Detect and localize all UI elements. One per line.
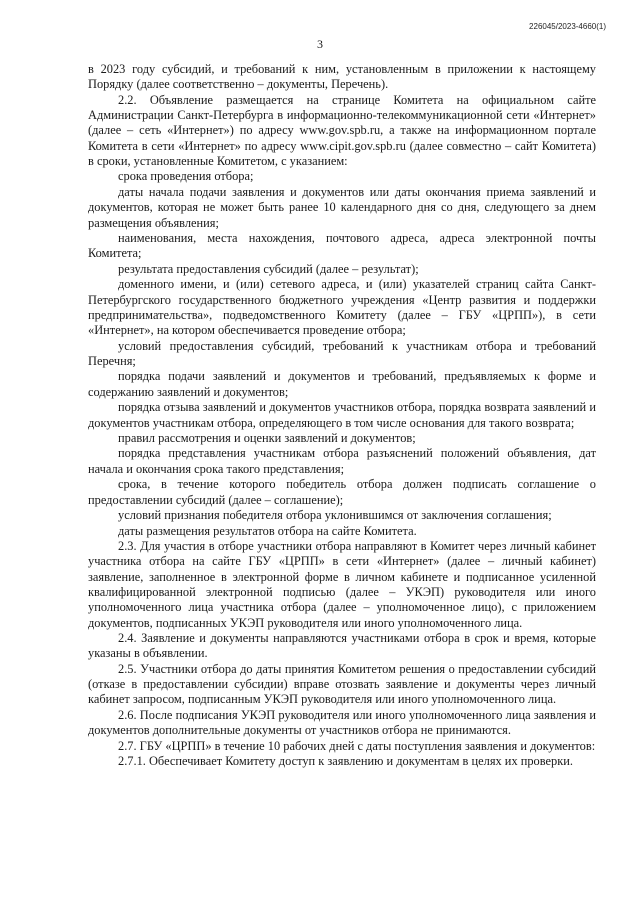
paragraph: 2.7.1. Обеспечивает Комитету доступ к заявлению и документам в целях их проверки.	[118, 754, 573, 769]
list-item: условий предоставления субсидий, требований к участникам отбора и требований Перечня;	[88, 338, 596, 368]
list-item: порядка представления участникам отбора разъяснений положений объявления, дат начала и окончания срока такого представления;	[88, 446, 596, 476]
document-body	[88, 62, 596, 770]
paragraph: 2.6. После подписания УКЭП руководителя или иного уполномоченного лица заявления и документов дополнительные документы от участников отбора не принимаются.	[88, 707, 596, 738]
paragraph: 2.7. ГБУ «ЦРПП» в течение 10 рабочих дней с даты поступления заявления и документов:	[118, 738, 596, 753]
paragraph: в 2023 году субсидий, и требований к ним, установленным в приложении к настоящему Порядку (далее соответственно – документы, Перечень).	[88, 62, 596, 92]
document-registration-number: 226045/2023-4660(1)	[529, 22, 606, 31]
list-item: даты размещения результатов отбора на сайте Комитета.	[118, 523, 417, 538]
list-item: срока, в течение которого победитель отбора должен подписать соглашение о предоставлении субсидий (далее – соглашение);	[88, 477, 596, 507]
paragraph: 2.3. Для участия в отборе участники отбора направляют в Комитет через личный кабинет участника отбора на сайте ГБУ «ЦРПП» в сети «Интернет» (далее – личный кабинет) заявление, заполненное в электронной форме в личном кабинете и подписанное усиленной квалифицированной электронной подписью (далее – УКЭП) руководителя или иного уполномоченного лица участника отбора (далее – уполномоченное лицо), с приложением документов, подписанных УКЭП руководителя или иного уполномоченного лица.	[88, 539, 596, 630]
list-item: даты начала подачи заявления и документов или даты окончания приема заявлений и документов, которая не может быть ранее 10 календарного дня со дня, следующего за днем размещения объявления;	[88, 184, 596, 230]
page-number: 3	[317, 37, 323, 51]
list-item: условий признания победителя отбора уклонившимся от заключения соглашения;	[118, 508, 552, 523]
list-item: срока проведения отбора;	[118, 169, 254, 184]
list-item: порядка отзыва заявлений и документов участников отбора, порядка возврата заявлений и документов участникам отбора, определяющего в том числе основания для такого возврата;	[88, 400, 596, 430]
list-item: наименования, места нахождения, почтового адреса, адреса электронной почты Комитета;	[88, 231, 596, 261]
paragraph: 2.5. Участники отбора до даты принятия Комитетом решения о предоставлении субсидий (отказе в предоставлении субсидии) вправе отозвать заявление и документы через личный кабинет запросом, подписанным УКЭП руководителя или иного уполномоченного лица.	[88, 661, 596, 707]
list-item: порядка подачи заявлений и документов и требований, предъявляемых к форме и содержанию заявлений и документов;	[88, 369, 596, 399]
list-item: правил рассмотрения и оценки заявлений и документов;	[118, 431, 416, 445]
paragraph: 2.4. Заявление и документы направляются участниками отбора в срок и время, которые указаны в объявлении.	[88, 630, 596, 661]
list-item: результата предоставления субсидий (далее – результат);	[118, 261, 419, 276]
list-item: доменного имени, и (или) сетевого адреса, и (или) указателей страниц сайта Санкт-Петербургского государственного бюджетного учреждения «Центр развития и поддержки предпринимательства», подведомственного Комитету (далее – ГБУ «ЦРПП»), в сети «Интернет», на котором обеспечивается проведение отбора;	[88, 277, 596, 338]
paragraph: 2.2. Объявление размещается на странице Комитета на официальном сайте Администрации Санкт-Петербурга в информационно-телекоммуникационной сети «Интернет» (далее – сеть «Интернет») по адресу www.gov.spb.ru, а также на информационном портале Комитета в сети «Интернет» по адресу www.cipit.gov.spb.ru (далее совместно – сайт Комитета) в сроки, установленные Комитетом, с указанием:	[88, 92, 596, 168]
